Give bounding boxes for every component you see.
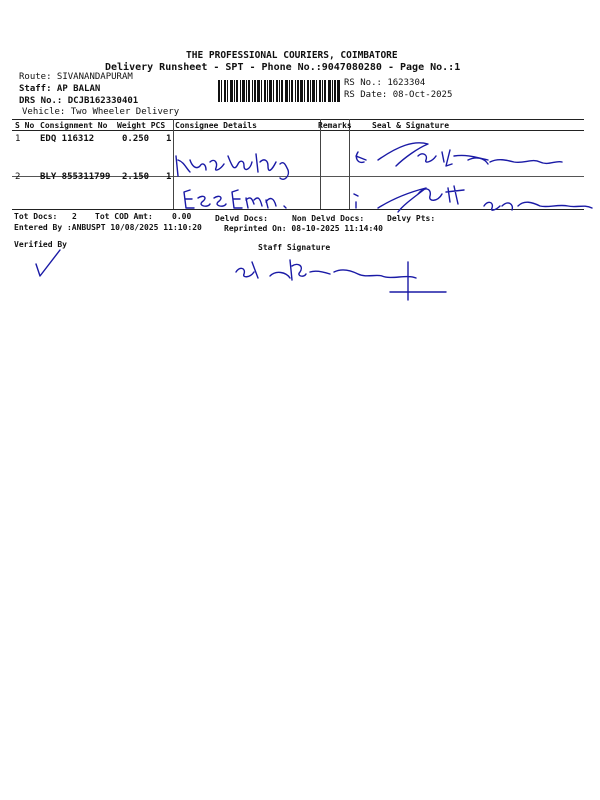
row-pcs: 1 — [166, 134, 172, 144]
non-delvd-docs-label: Non Delvd Docs: — [292, 214, 365, 223]
route-label: Route: SIVANANDAPURAM — [19, 72, 133, 82]
verifier-signature — [30, 246, 70, 278]
staff-signature-mark — [230, 256, 450, 310]
row-consignment-no: EDQ 116312 — [40, 134, 95, 144]
row-pcs: 1 — [166, 172, 172, 182]
entered-by: Entered By :ANBUSPT 10/08/2025 11:10:20 — [14, 223, 202, 232]
col-header-sno: S No — [15, 121, 35, 130]
table-header-rule — [12, 130, 584, 131]
delvd-docs-label: Delvd Docs: — [215, 214, 268, 223]
tot-docs-value: 2 — [72, 212, 77, 221]
tot-cod-value: 0.00 — [172, 212, 192, 221]
col-header-seal-signature: Seal & Signature — [372, 121, 450, 130]
consignee-signature-1 — [172, 148, 307, 184]
verified-by-label: Verified By — [14, 240, 67, 249]
tot-cod-label: Tot COD Amt: — [95, 212, 153, 221]
delvy-pts-label: Delvy Pts: — [387, 214, 436, 223]
reprinted-on: Reprinted On: 08-10-2025 11:14:40 — [224, 224, 383, 233]
row-sno: 2 — [15, 172, 21, 182]
row-consignment-no: BLY 855311799 — [40, 172, 111, 182]
col-header-consignee: Consignee Details — [175, 121, 257, 130]
company-title: THE PROFESSIONAL COURIERS, COIMBATORE — [186, 50, 398, 61]
col-header-remarks: Remarks — [318, 121, 352, 130]
barcode-image — [218, 80, 340, 102]
runsheet-subtitle: Delivery Runsheet - SPT - Phone No.:9047080280 - Page No.:1 — [105, 62, 461, 73]
drs-number: DRS No.: DCJB162330401 — [19, 96, 139, 106]
rs-number: RS No.: 1623304 — [344, 78, 426, 88]
staff-label: Staff: AP BALAN — [19, 84, 101, 94]
receiver-signature-1 — [318, 136, 578, 180]
staff-signature-label: Staff Signature — [258, 243, 331, 252]
row-weight: 0.250 — [122, 134, 150, 144]
table-top-rule — [12, 119, 584, 120]
vehicle-label: Vehicle: Two Wheeler Delivery — [22, 107, 180, 117]
row-weight: 2.150 — [122, 172, 150, 182]
col-header-weight-pcs: Weight PCS — [117, 121, 166, 130]
tot-docs-label: Tot Docs: — [14, 212, 58, 221]
col-header-consignment: Consignment No — [40, 121, 108, 130]
consignee-signature-2 — [180, 184, 310, 212]
row-sno: 1 — [15, 134, 21, 144]
rs-date: RS Date: 08-Oct-2025 — [344, 90, 453, 100]
